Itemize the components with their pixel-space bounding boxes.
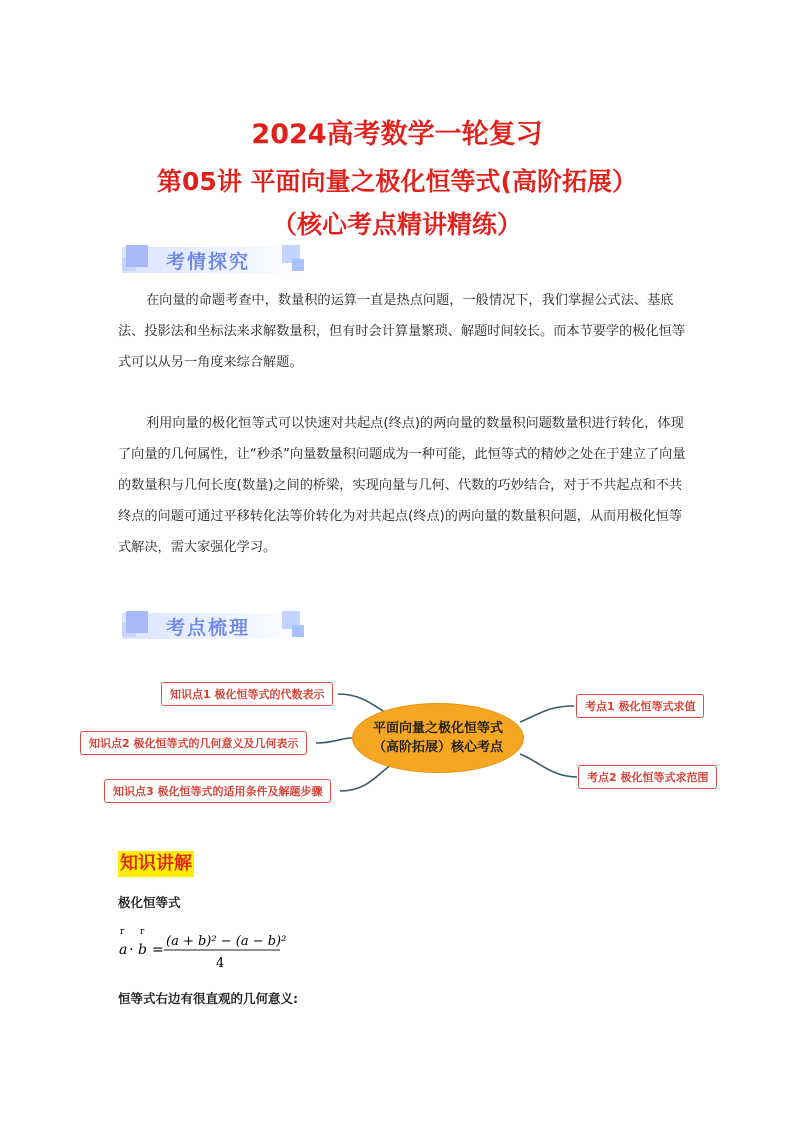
vector-a: a xyxy=(119,942,128,958)
intro-paragraph: 在向量的命题考查中，数量积的运算一直是热点问题，一般情况下，我们掌握公式法、基底法、投影法和坐标法来求解数量积，但有时会计算量繁琐、解题时间较长。而本节要学的极化恒等式可以从另一角度来综合解题。 xyxy=(118,293,686,370)
equals-sign: = xyxy=(152,942,164,958)
knowledge-heading: 知识讲解 xyxy=(118,851,194,877)
main-title: 2024高考数学一轮复习 xyxy=(251,119,543,150)
mindmap-node-knowledge-2: 知识点2 极化恒等式的几何意义及几何表示 xyxy=(80,731,307,755)
mindmap-node-knowledge-1: 知识点1 极化恒等式的代数表示 xyxy=(161,682,333,706)
polarization-formula xyxy=(118,925,298,975)
lecture-subtitle: （核心考点精讲精练） xyxy=(271,210,522,239)
formula-name: 极化恒等式 xyxy=(118,895,181,910)
mindmap-center-node xyxy=(352,703,524,773)
mindmap-node-exam-point-1: 考点1 极化恒等式求值 xyxy=(576,694,704,718)
center-line-1: 平面向量之极化恒等式 xyxy=(372,721,503,736)
geometric-meaning-heading: 恒等式右边有很直观的几何意义: xyxy=(118,991,298,1006)
vector-mark: r xyxy=(120,927,125,937)
dot-operator: · xyxy=(129,942,134,958)
vector-b: b xyxy=(138,942,147,958)
center-line-2: （高阶拓展）核心考点 xyxy=(372,740,503,755)
section-heading: 考情探究 xyxy=(166,251,251,273)
lecture-title: 第05讲 平面向量之极化恒等式(高阶拓展） xyxy=(157,167,637,196)
formula-numerator: (a + b)² − (a − b)² xyxy=(166,934,287,949)
connector-line xyxy=(316,738,352,743)
section-heading: 考点梳理 xyxy=(166,617,251,639)
formula-denominator: 4 xyxy=(216,956,225,971)
vector-mark: r xyxy=(140,927,145,937)
mindmap-node-exam-point-2: 考点2 极化恒等式求范围 xyxy=(578,765,717,789)
formula-graphic xyxy=(118,925,298,971)
method-paragraph: 利用向量的极化恒等式可以快速对共起点(终点)的两向量的数量积问题数量积进行转化，体现了向量的几何属性，让“秒杀”向量数量积问题成为一种可能，此恒等式的精妙之处在于建立了向量的数量积与几何长度(数量)之间的桥梁，实现向量与几何、代数的巧妙结合，对于不共起点和不共终点的问题可通过平移转化法等价转化为对共起点(终点)的两向量的数量积问题，从而用极化恒等式解决，需大家强化学习。 xyxy=(118,416,686,555)
connector-line xyxy=(520,754,577,777)
connector-line xyxy=(520,706,574,722)
mindmap-node-knowledge-3: 知识点3 极化恒等式的适用条件及解题步骤 xyxy=(104,779,331,803)
